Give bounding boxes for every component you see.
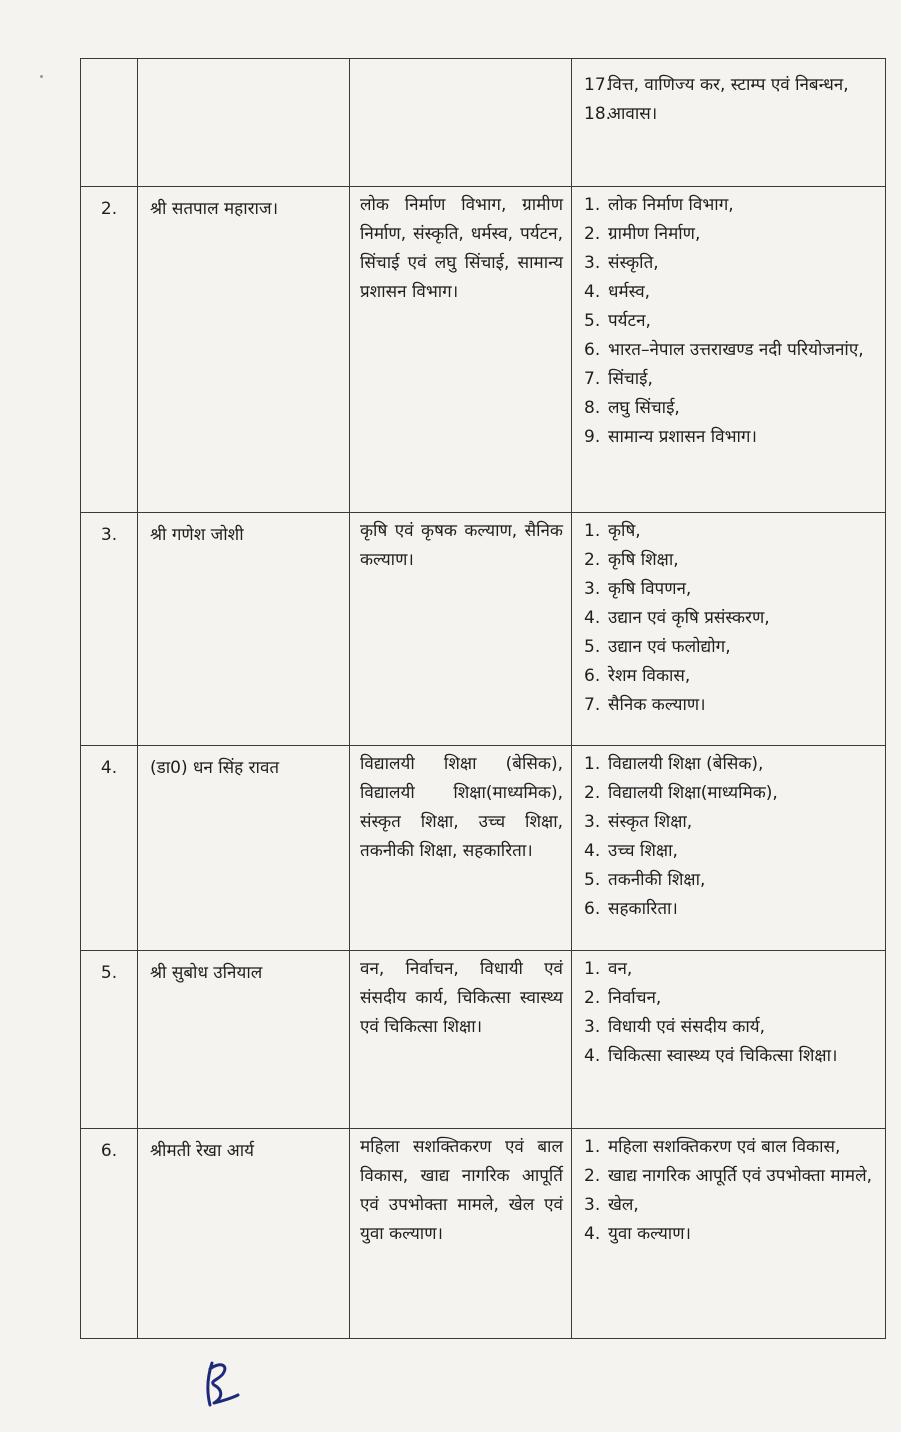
department-list: [572, 187, 886, 513]
signature-mark: [200, 1355, 248, 1413]
list-item: 5. तकनीकी शिक्षा,: [584, 870, 706, 890]
list-item: 5. उद्यान एवं फलोद्योग,: [584, 637, 731, 657]
list-item: 3. विधायी एवं संसदीय कार्य,: [584, 1017, 766, 1037]
department-list: [572, 1129, 886, 1339]
table-row: [81, 513, 886, 746]
scan-speck: [40, 75, 43, 78]
minister-name: श्रीमती रेखा आर्य: [138, 1129, 350, 1339]
table-row: [81, 187, 886, 513]
table-row: [81, 746, 886, 951]
list-item: 1. वन,: [584, 959, 633, 979]
table-row: [81, 59, 886, 187]
minister-name: श्री सतपाल महाराज।: [138, 187, 350, 513]
list-item: 18.आवास।: [584, 104, 658, 124]
list-item: 17.वित्त, वाणिज्य कर, स्टाम्प एवं निबन्धन,: [584, 75, 849, 95]
department-summary: वन, निर्वाचन, विधायी एवं संसदीय कार्य, चिकित्सा स्वास्थ्य एवं चिकित्सा शिक्षा।: [350, 951, 572, 1129]
list-item: 4. युवा कल्याण।: [584, 1224, 691, 1244]
list-item: 2. विद्यालयी शिक्षा(माध्यमिक),: [584, 783, 778, 803]
list-item: 3. कृषि विपणन,: [584, 579, 692, 599]
department-summary: विद्यालयी शिक्षा (बेसिक), विद्यालयी शिक्षा(माध्यमिक), संस्कृत शिक्षा, उच्च शिक्षा, तकनीकी शिक्षा, सहकारिता।: [350, 746, 572, 951]
list-item: 9. सामान्य प्रशासन विभाग।: [584, 427, 757, 447]
list-item: 6. सहकारिता।: [584, 899, 678, 919]
serial-number: 3.: [81, 513, 138, 746]
list-item: 4. धर्मस्व,: [584, 282, 651, 302]
serial-number: 5.: [81, 951, 138, 1129]
list-item: 1. विद्यालयी शिक्षा (बेसिक),: [584, 754, 764, 774]
list-item: 6. भारत–नेपाल उत्तराखण्ड नदी परियोजनांए,: [584, 340, 864, 360]
list-item: 4. चिकित्सा स्वास्थ्य एवं चिकित्सा शिक्षा।: [584, 1046, 838, 1066]
list-item: 2. ग्रामीण निर्माण,: [584, 224, 701, 244]
list-item: 8. लघु सिंचाई,: [584, 398, 680, 418]
department-summary: [350, 59, 572, 187]
department-summary: लोक निर्माण विभाग, ग्रामीण निर्माण, संस्कृति, धर्मस्व, पर्यटन, सिंचाई एवं लघु सिंचाई, सामान्य प्रशासन विभाग।: [350, 187, 572, 513]
ministers-portfolio-table: [80, 58, 886, 1339]
list-item: 1. महिला सशक्तिकरण एवं बाल विकास,: [584, 1137, 841, 1157]
table-row: [81, 1129, 886, 1339]
department-list: [572, 513, 886, 746]
minister-name: श्री गणेश जोशी: [138, 513, 350, 746]
list-item: 1. लोक निर्माण विभाग,: [584, 195, 734, 215]
minister-name: (डा0) धन सिंह रावत: [138, 746, 350, 951]
list-item: 3. संस्कृति,: [584, 253, 659, 273]
list-item: 7. सिंचाई,: [584, 369, 653, 389]
list-item: 6. रेशम विकास,: [584, 666, 691, 686]
serial-number: 6.: [81, 1129, 138, 1339]
department-list: [572, 951, 886, 1129]
table-body: [81, 59, 886, 1339]
list-item: 2. खाद्य नागरिक आपूर्ति एवं उपभोक्ता मामले,: [584, 1166, 873, 1186]
table-row: [81, 951, 886, 1129]
department-summary: कृषि एवं कृषक कल्याण, सैनिक कल्याण।: [350, 513, 572, 746]
list-item: 3. संस्कृत शिक्षा,: [584, 812, 693, 832]
list-item: 4. उद्यान एवं कृषि प्रसंस्करण,: [584, 608, 770, 628]
department-list: [572, 746, 886, 951]
serial-number: 2.: [81, 187, 138, 513]
list-item: 4. उच्च शिक्षा,: [584, 841, 678, 861]
minister-name: श्री सुबोध उनियाल: [138, 951, 350, 1129]
list-item: 5. पर्यटन,: [584, 311, 651, 331]
serial-number: [81, 59, 138, 187]
list-item: 1. कृषि,: [584, 521, 641, 541]
serial-number: 4.: [81, 746, 138, 951]
list-item: 3. खेल,: [584, 1195, 639, 1215]
list-item: 2. कृषि शिक्षा,: [584, 550, 679, 570]
department-list: [572, 59, 886, 187]
list-item: 2. निर्वाचन,: [584, 988, 662, 1008]
minister-name: [138, 59, 350, 187]
list-item: 7. सैनिक कल्याण।: [584, 695, 706, 715]
department-summary: महिला सशक्तिकरण एवं बाल विकास, खाद्य नागरिक आपूर्ति एवं उपभोक्ता मामले, खेल एवं युवा कल्याण।: [350, 1129, 572, 1339]
